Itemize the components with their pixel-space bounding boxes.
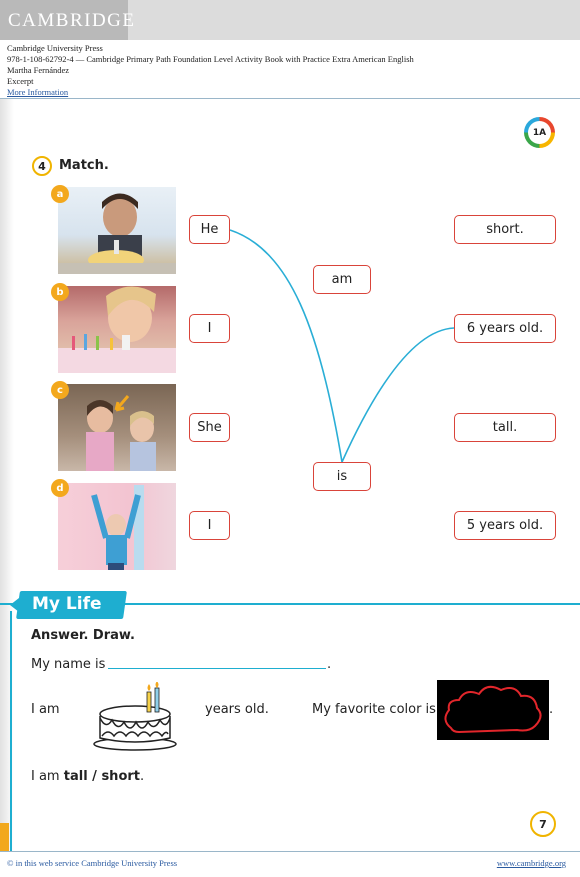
my-life-title: My Life [32, 594, 102, 614]
footer-website-link[interactable]: www.cambridge.org [496, 858, 566, 868]
photo-letter-b: b [51, 283, 69, 301]
age-prefix: I am [31, 702, 60, 717]
word-box-6-years-old[interactable]: 6 years old. [454, 314, 556, 343]
girl-height-chart-illustration [58, 483, 176, 570]
birthday-cake-icon [92, 682, 178, 752]
height-sentence [31, 769, 144, 784]
boy-cake-illustration [58, 187, 176, 274]
photo-girl-blowing-candles [58, 286, 176, 373]
color-period: . [549, 702, 554, 717]
cambridge-logo: CAMBRIDGE [0, 0, 128, 40]
age-suffix: years old. [205, 702, 269, 717]
my-life-side-rule [10, 611, 12, 851]
photo-letter-a: a [51, 185, 69, 203]
color-prompt: My favorite color is [312, 702, 436, 717]
color-drawing-box[interactable] [437, 680, 549, 740]
name-prompt: My name is [31, 657, 106, 672]
page-edge-tab [0, 823, 9, 851]
word-box-he[interactable]: He [189, 215, 230, 244]
page-number: 7 [530, 811, 556, 837]
word-box-i-first[interactable]: I [189, 314, 230, 343]
word-box-5-years-old[interactable]: 5 years old. [454, 511, 556, 540]
footer-divider [0, 851, 580, 852]
girl-candles-illustration [58, 286, 176, 373]
red-cloud-drawing [437, 680, 549, 740]
answer-draw-instruction: Answer. Draw. [31, 628, 135, 643]
girls-height-illustration [58, 384, 176, 471]
excerpt-label: Excerpt [7, 76, 34, 86]
header-divider [0, 98, 580, 99]
more-information-link[interactable]: More Information [7, 87, 69, 97]
photo-letter-c: c [51, 381, 69, 399]
footer-copyright: © in this web service Cambridge University Press [7, 858, 178, 868]
word-box-tall[interactable]: tall. [454, 413, 556, 442]
unit-badge-label: 1A [528, 121, 551, 144]
word-box-i-second[interactable]: I [189, 511, 230, 540]
word-box-is[interactable]: is [313, 462, 371, 491]
book-metadata [7, 43, 414, 98]
height-choice: tall / short [63, 769, 140, 784]
word-box-am[interactable]: am [313, 265, 371, 294]
height-period: . [140, 769, 145, 784]
height-prefix: I am [31, 769, 60, 784]
photo-girl-height-chart [58, 483, 176, 570]
book-isbn-title: 978-1-108-62792-4 — Cambridge Primary Path Foundation Level Activity Book with Practice Extra American English [7, 54, 414, 64]
exercise-number: 4 [32, 156, 52, 176]
unit-badge [524, 117, 555, 148]
word-box-she[interactable]: She [189, 413, 230, 442]
photo-letter-d: d [51, 479, 69, 497]
publisher-name: Cambridge University Press [7, 43, 103, 53]
author-name: Martha Fernández [7, 65, 70, 75]
name-answer-line[interactable] [108, 668, 326, 669]
name-period: . [327, 657, 332, 672]
word-box-short[interactable]: short. [454, 215, 556, 244]
photo-boy-birthday-cake [58, 187, 176, 274]
exercise-title: Match. [59, 158, 109, 173]
photo-girls-measuring-height [58, 384, 176, 471]
